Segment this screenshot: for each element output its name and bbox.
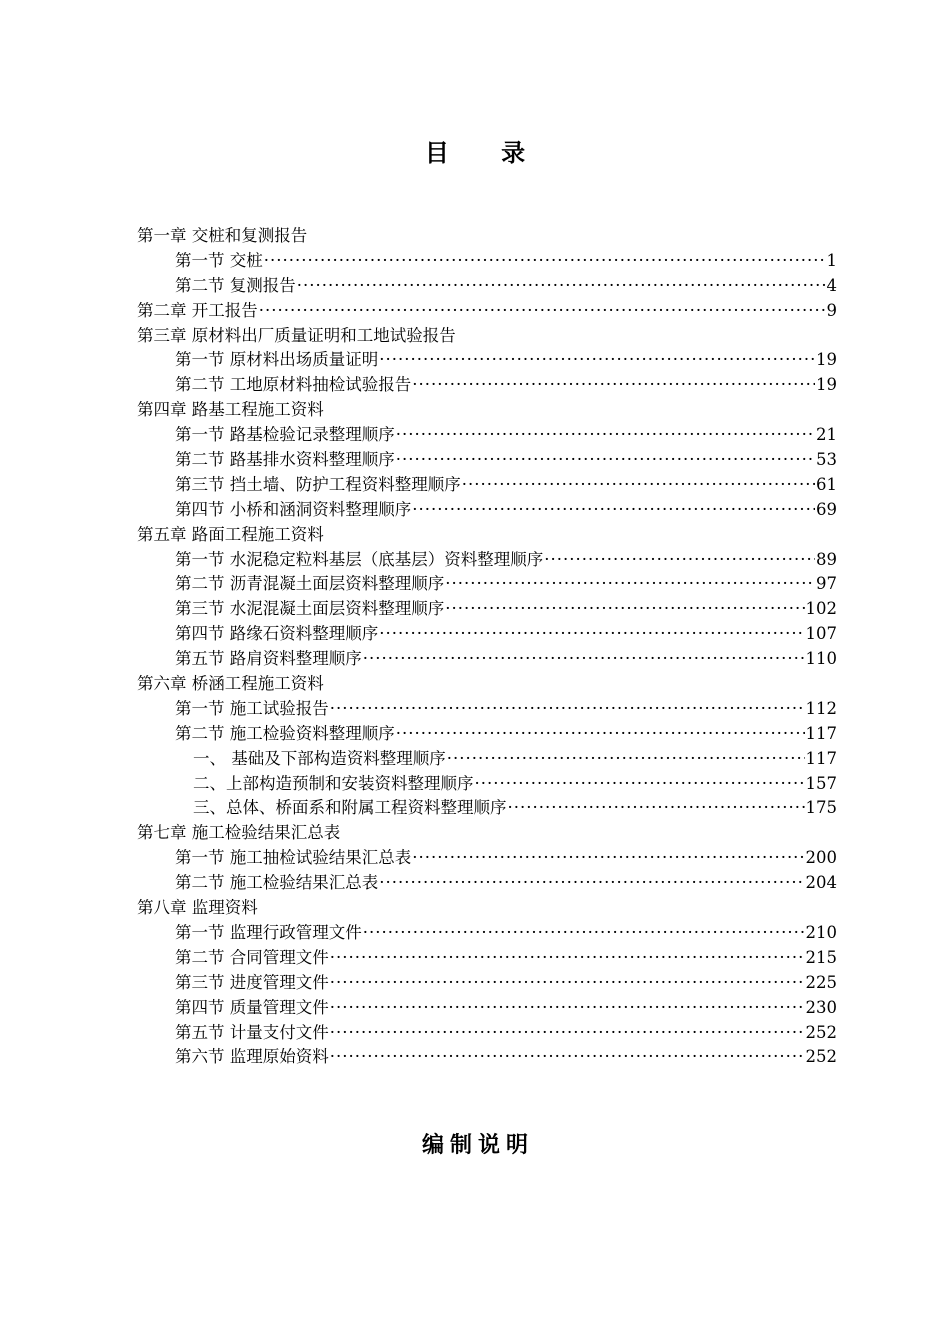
- toc-entry-section[interactable]: [137, 996, 837, 1021]
- toc-entry-label: 第四节 质量管理文件: [175, 997, 329, 1017]
- toc-entry-section[interactable]: [137, 274, 837, 299]
- toc-entry-section[interactable]: [137, 1045, 837, 1070]
- toc-entry-subsection[interactable]: [137, 747, 837, 772]
- toc-entry-page-number: 200: [805, 848, 837, 868]
- toc-leader-dots: [462, 473, 815, 498]
- toc-entry-label: 第六节 监理原始资料: [175, 1047, 329, 1067]
- toc-entry-label: 第二节 复测报告: [175, 275, 296, 295]
- toc-entry-label: 第一节 原材料出场质量证明: [175, 350, 379, 370]
- toc-entry-label: 第三节 挡土墙、防护工程资料整理顺序: [175, 474, 461, 494]
- toc-entry-label: 第一节 交桩: [175, 250, 263, 270]
- toc-entry-section[interactable]: [137, 249, 837, 274]
- toc-entry-label: 二、上部构造预制和安装资料整理顺序: [193, 773, 474, 793]
- toc-entry-label: 第五节 路肩资料整理顺序: [175, 649, 362, 669]
- toc-leader-dots: [330, 1021, 805, 1046]
- toc-entry-label: 第一节 路基检验记录整理顺序: [175, 425, 395, 445]
- toc-entry-section[interactable]: [137, 622, 837, 647]
- toc-leader-dots: [544, 548, 815, 573]
- toc-entry-label: 第一节 水泥稳定粒料基层（底基层）资料整理顺序: [175, 549, 544, 569]
- toc-entry-page-number: 252: [805, 1022, 837, 1042]
- toc-leader-dots: [445, 597, 804, 622]
- toc-entry-section[interactable]: [137, 348, 837, 373]
- toc-entry-chapter[interactable]: [137, 523, 837, 548]
- toc-entry-label: 三、总体、桥面系和附属工程资料整理顺序: [193, 798, 507, 818]
- toc-entry-label: 第二节 工地原材料抽检试验报告: [175, 375, 412, 395]
- toc-entry-page-number: 19: [816, 375, 837, 395]
- toc-entry-label: 第四章 路基工程施工资料: [137, 400, 324, 420]
- toc-entry-section[interactable]: [137, 697, 837, 722]
- toc-entry-page-number: 9: [826, 300, 837, 320]
- toc-entry-chapter[interactable]: [137, 324, 837, 349]
- toc-entry-page-number: 175: [805, 798, 837, 818]
- toc-leader-dots: [475, 772, 805, 797]
- toc-leader-dots: [445, 572, 815, 597]
- toc-leader-dots: [264, 249, 826, 274]
- toc-entry-page-number: 19: [816, 350, 837, 370]
- toc-entry-label: 第五节 计量支付文件: [175, 1022, 329, 1042]
- toc-entry-section[interactable]: [137, 647, 837, 672]
- toc-title: 目 录: [424, 138, 548, 167]
- toc-leader-dots: [508, 796, 805, 821]
- toc-entry-subsection[interactable]: [137, 796, 837, 821]
- toc-entry-label: 第二节 合同管理文件: [175, 947, 329, 967]
- toc-leader-dots: [412, 373, 815, 398]
- toc-entry-page-number: 230: [805, 997, 837, 1017]
- toc-leader-dots: [259, 299, 826, 324]
- toc-entry-section[interactable]: [137, 1021, 837, 1046]
- toc-entry-chapter[interactable]: [137, 672, 837, 697]
- toc-entry-chapter[interactable]: [137, 398, 837, 423]
- toc-leader-dots: [330, 697, 805, 722]
- toc-leader-dots: [363, 921, 805, 946]
- toc-entry-label: 第二节 沥青混凝土面层资料整理顺序: [175, 574, 445, 594]
- toc-entry-label: 第二节 施工检验结果汇总表: [175, 873, 379, 893]
- toc-entry-label: 第三节 进度管理文件: [175, 972, 329, 992]
- toc-entry-subsection[interactable]: [137, 772, 837, 797]
- toc-entry-page-number: 117: [805, 723, 837, 743]
- toc-leader-dots: [396, 448, 815, 473]
- toc-entry-section[interactable]: [137, 448, 837, 473]
- toc-entry-page-number: 204: [805, 873, 837, 893]
- toc-entry-label: 第二章 开工报告: [137, 300, 258, 320]
- toc-entry-page-number: 69: [816, 499, 837, 519]
- toc-entry-section[interactable]: [137, 597, 837, 622]
- toc-entry-page-number: 210: [805, 922, 837, 942]
- toc-entry-section[interactable]: [137, 373, 837, 398]
- toc-entry-label: 第一节 施工试验报告: [175, 698, 329, 718]
- toc-entry-page-number: 4: [826, 275, 837, 295]
- toc-entry-label: 第二节 施工检验资料整理顺序: [175, 723, 395, 743]
- toc-entry-label: 第六章 桥涵工程施工资料: [137, 674, 324, 694]
- toc-leader-dots: [330, 1045, 805, 1070]
- toc-entry-page-number: 225: [805, 972, 837, 992]
- toc-entry-section[interactable]: [137, 946, 837, 971]
- toc-entry-label: 第五章 路面工程施工资料: [137, 524, 324, 544]
- toc-entry-section[interactable]: [137, 423, 837, 448]
- toc-entry-label: 第八章 监理资料: [137, 898, 258, 918]
- toc-entry-label: 第一章 交桩和复测报告: [137, 226, 308, 245]
- toc-entry-page-number: 61: [816, 474, 837, 494]
- toc-entry-section[interactable]: [137, 871, 837, 896]
- toc-entry-label: 第三章 原材料出厂质量证明和工地试验报告: [137, 325, 456, 345]
- toc-entry-label: 第二节 路基排水资料整理顺序: [175, 450, 395, 470]
- toc-leader-dots: [330, 946, 805, 971]
- toc-entry-page-number: 252: [805, 1047, 837, 1067]
- toc-entry-label: 第三节 水泥混凝土面层资料整理顺序: [175, 599, 445, 619]
- toc-entry-page-number: 112: [805, 698, 837, 718]
- toc-entry-label: 一、 基础及下部构造资料整理顺序: [193, 748, 446, 768]
- toc-entry-page-number: 1: [826, 250, 837, 270]
- toc-entry-label: 第七章 施工检验结果汇总表: [137, 823, 341, 843]
- table-of-contents: [137, 224, 837, 1070]
- toc-leader-dots: [297, 274, 826, 299]
- toc-entry-page-number: 157: [805, 773, 837, 793]
- toc-entry-label: 第四节 小桥和涵洞资料整理顺序: [175, 499, 412, 519]
- toc-entry-page-number: 215: [805, 947, 837, 967]
- toc-entry-section[interactable]: [137, 971, 837, 996]
- toc-entry-label: 第四节 路缘石资料整理顺序: [175, 624, 379, 644]
- toc-entry-label: 第一节 施工抽检试验结果汇总表: [175, 848, 412, 868]
- toc-entry-section[interactable]: [137, 846, 837, 871]
- toc-entry-section[interactable]: [137, 498, 837, 523]
- toc-leader-dots: [396, 722, 805, 747]
- toc-entry-chapter[interactable]: [137, 896, 837, 921]
- toc-leader-dots: [379, 348, 815, 373]
- toc-leader-dots: [412, 498, 815, 523]
- toc-leader-dots: [363, 647, 805, 672]
- toc-entry-page-number: 110: [805, 649, 837, 669]
- toc-entry-label: 第一节 监理行政管理文件: [175, 922, 362, 942]
- toc-entry-section[interactable]: [137, 921, 837, 946]
- toc-entry-page-number: 89: [816, 549, 837, 569]
- toc-entry-section[interactable]: [137, 473, 837, 498]
- toc-entry-chapter[interactable]: [137, 299, 837, 324]
- toc-leader-dots: [447, 747, 805, 772]
- toc-leader-dots: [412, 846, 804, 871]
- toc-entry-page-number: 117: [805, 748, 837, 768]
- toc-entry-chapter[interactable]: [137, 224, 837, 249]
- toc-entry-section[interactable]: [137, 572, 837, 597]
- toc-leader-dots: [379, 871, 804, 896]
- toc-entry-page-number: 107: [805, 624, 837, 644]
- toc-entry-section[interactable]: [137, 722, 837, 747]
- editing-notes-title: 编制说明: [421, 1132, 534, 1158]
- toc-entry-page-number: 97: [816, 574, 837, 594]
- toc-leader-dots: [379, 622, 804, 647]
- toc-entry-page-number: 21: [816, 425, 837, 445]
- toc-entry-chapter[interactable]: [137, 821, 837, 846]
- toc-entry-section[interactable]: [137, 548, 837, 573]
- toc-entry-page-number: 102: [805, 599, 837, 619]
- toc-leader-dots: [330, 996, 805, 1021]
- toc-leader-dots: [330, 971, 805, 996]
- toc-entry-page-number: 53: [816, 450, 837, 470]
- toc-leader-dots: [396, 423, 815, 448]
